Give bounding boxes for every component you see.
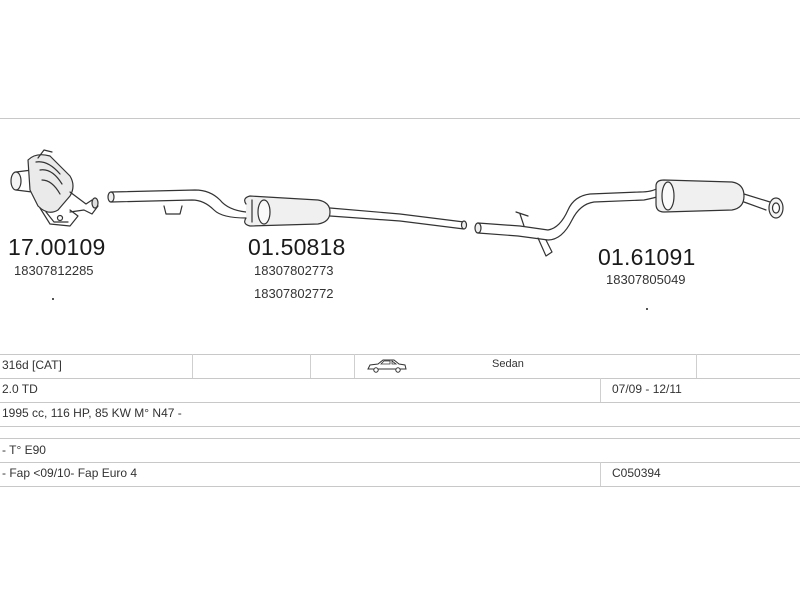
table-row-divider [0, 438, 800, 439]
part-number-1[interactable]: 17.00109 [8, 234, 106, 260]
table-col-divider [600, 462, 601, 486]
oe-number-2a: 18307802773 [254, 263, 334, 278]
fitment-notes: - Fap <09/10- Fap Euro 4 [2, 466, 138, 480]
table-row-divider [0, 378, 800, 379]
table-row-divider [0, 354, 800, 355]
table-col-divider [310, 354, 311, 378]
oe-number-1a: 18307812285 [14, 263, 94, 278]
chassis-code: - T° E90 [2, 443, 46, 457]
part-number-3[interactable]: 01.61091 [598, 244, 696, 270]
sedan-car-icon [366, 359, 408, 376]
exhaust-system-diagram [0, 118, 800, 358]
reference-code: C050394 [612, 466, 661, 480]
body-type: Sedan [492, 358, 524, 370]
oe-number-2b: 18307802772 [254, 286, 334, 301]
marker-dot [52, 298, 54, 300]
catalytic-converter-part [11, 150, 98, 226]
oe-number-3a: 18307805049 [606, 272, 686, 287]
table-col-divider [600, 378, 601, 402]
table-row-divider [0, 462, 800, 463]
table-row-divider [0, 486, 800, 487]
table-col-divider [192, 354, 193, 378]
production-years: 07/09 - 12/11 [612, 382, 682, 396]
part-number-2[interactable]: 01.50818 [248, 234, 346, 260]
engine-spec: 1995 cc, 116 HP, 85 KW M° N47 - [2, 406, 182, 420]
engine-type: 2.0 TD [2, 382, 38, 396]
table-col-divider [696, 354, 697, 378]
vehicle-model: 316d [CAT] [2, 358, 62, 372]
table-col-divider [354, 354, 355, 378]
table-row-divider [0, 426, 800, 427]
marker-dot [646, 308, 648, 310]
table-row-divider [0, 402, 800, 403]
middle-silencer-part [108, 190, 467, 229]
